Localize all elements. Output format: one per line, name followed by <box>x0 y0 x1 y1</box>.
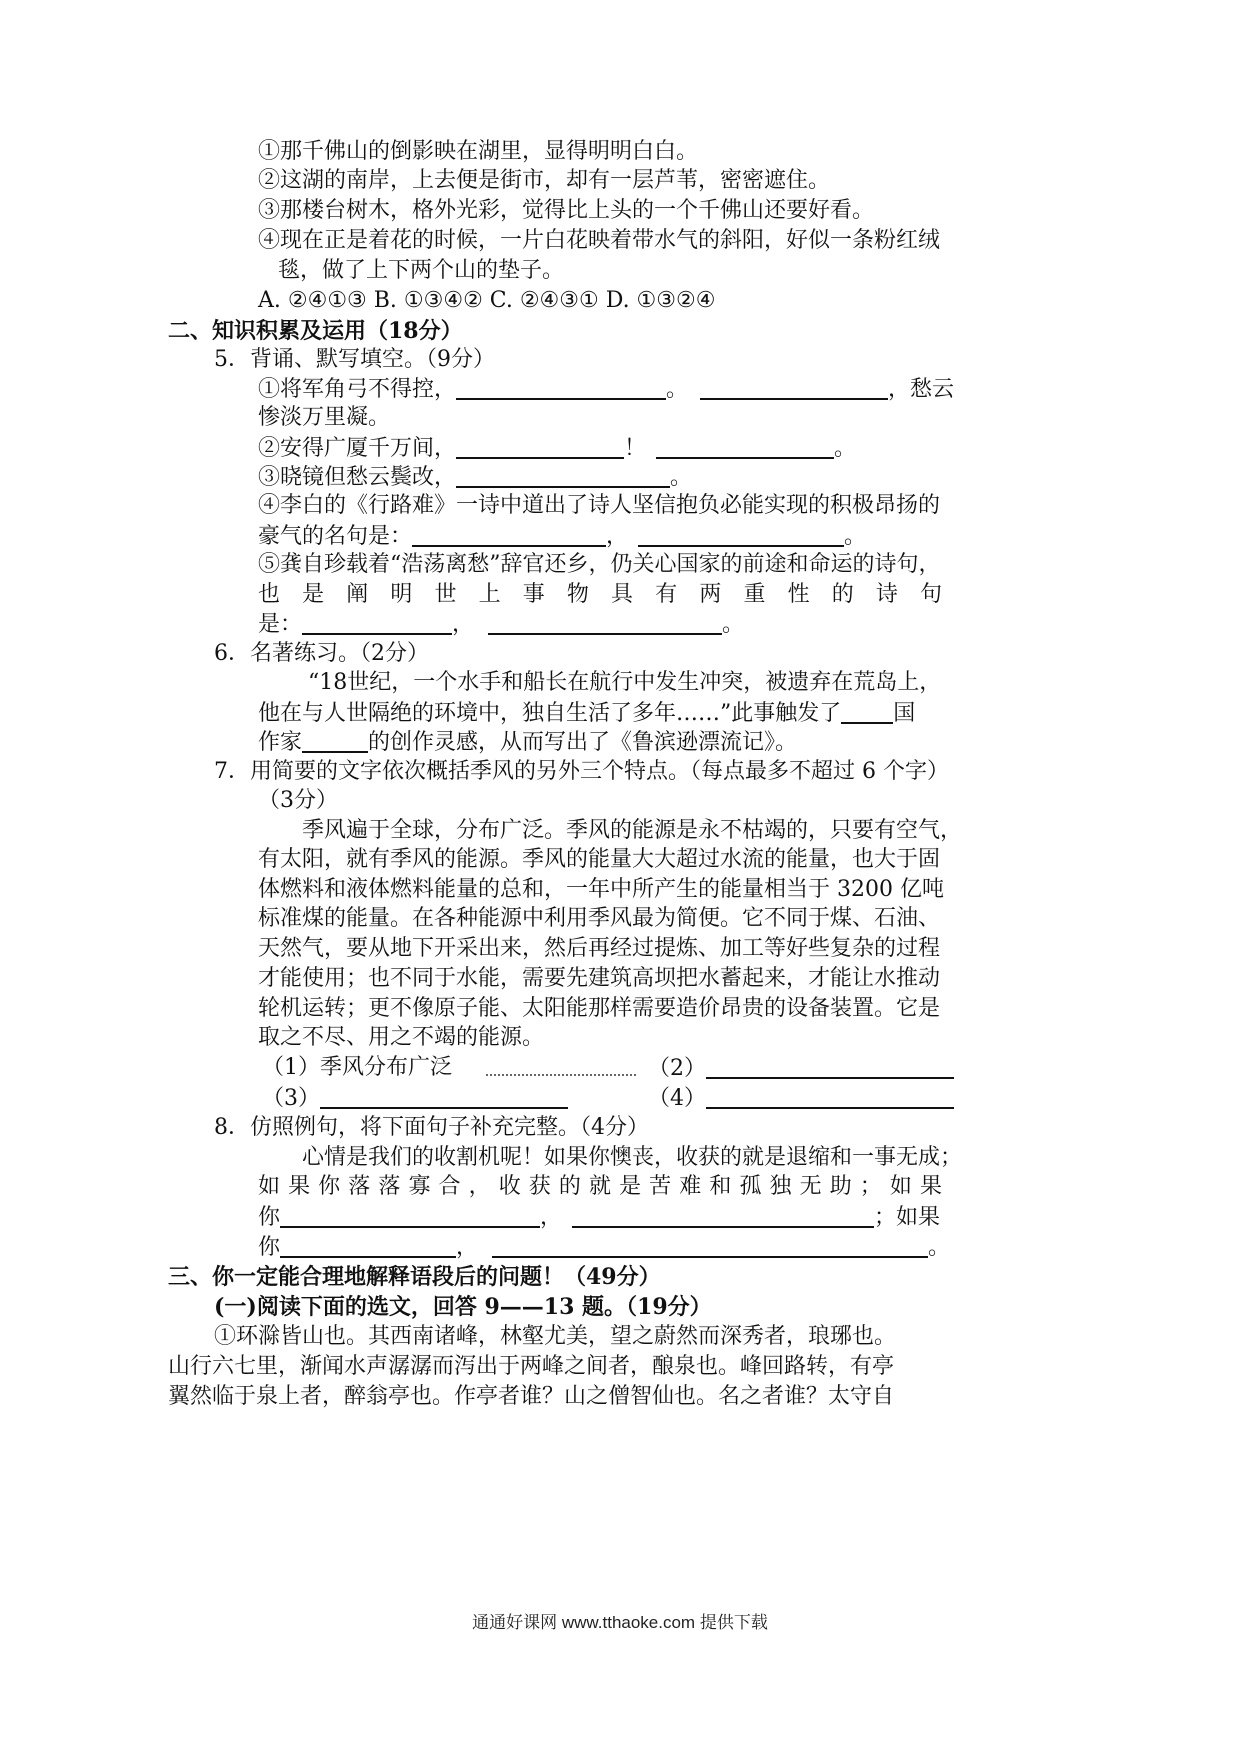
q8-l4a: 你 <box>258 1235 281 1260</box>
q7-score: （3分） <box>258 788 338 813</box>
q5-l4b: 。 <box>670 465 693 490</box>
q5-title: 5．背诵、默写填空。（9分） <box>214 347 495 372</box>
q5-l4a: ③晓镜但愁云鬓改， <box>258 465 457 490</box>
q5-l3c: 。 <box>834 436 857 461</box>
q5-line-9 <box>258 609 744 640</box>
answer-choices: A. ②④①③ B. ①③④② C. ②④③① D. ①③②④ <box>258 288 716 313</box>
blank-7-4[interactable] <box>706 1083 954 1109</box>
q8-l3c: ；如果 <box>874 1205 941 1230</box>
blank-8-1a[interactable] <box>280 1202 540 1228</box>
q6-line-2 <box>258 698 915 729</box>
q5-l9b: ， <box>452 612 475 637</box>
q5-line-8: 也是阐明世上事物具有两重性的诗句 <box>258 582 942 607</box>
blank-7-2[interactable] <box>706 1053 954 1079</box>
blank-5-4b[interactable] <box>638 521 844 547</box>
q7-para-6: 才能使用；也不同于水能，需要先建筑高坝把水蓄起来，才能让水推动 <box>258 966 941 991</box>
q8-line-4 <box>258 1232 950 1263</box>
q5-l6c: 。 <box>844 524 867 549</box>
q7-para-7: 轮机运转；更不像原子能、太阳能那样需要造价昂贵的设备装置。它是 <box>258 996 941 1021</box>
q7-a1-text: （1）季风分布广泛 <box>262 1055 452 1080</box>
section-3-subtitle: (一)阅读下面的选文，回答 9——13 题。（19分） <box>214 1294 712 1320</box>
q5-line-5: ④李白的《行路难》一诗中道出了诗人坚信抱负必能实现的积极昂扬的 <box>258 493 941 518</box>
q8-line-2: 如果你落落寡合，收获的就是苦难和孤独无助；如果 <box>258 1174 942 1199</box>
q7-title: 7．用简要的文字依次概括季风的另外三个特点。（每点最多不超过 6 个字） <box>214 759 949 784</box>
blank-6-author[interactable] <box>302 727 368 753</box>
q6-l3a: 作家 <box>258 730 303 755</box>
q6-line-1: “18世纪，一个水手和船长在航行中发生冲突，被遗弃在荒岛上， <box>308 670 942 695</box>
q5-l3b: ！ <box>624 436 647 461</box>
q8-l3b: ， <box>540 1205 563 1230</box>
q5-l1a: ①将军角弓不得控， <box>258 377 457 402</box>
q7-para-1: 季风遍于全球，分布广泛。季风的能源是永不枯竭的，只要有空气， <box>302 818 963 843</box>
q8-line-3 <box>258 1202 940 1233</box>
blank-5-4a[interactable] <box>412 521 606 547</box>
q6-line-3 <box>258 727 797 758</box>
blank-6-country[interactable] <box>841 698 893 724</box>
option-3: ③那楼台树木，格外光彩，觉得比上头的一个千佛山还要好看。 <box>258 198 875 223</box>
option-2: ②这湖的南岸，上去便是街市，却有一层芦苇，密密遮住。 <box>258 168 831 193</box>
q8-l4b: ， <box>456 1235 479 1260</box>
blank-5-2a[interactable] <box>456 433 624 459</box>
q5-l3a: ②安得广厦千万间， <box>258 436 457 461</box>
q8-title: 8．仿照例句，将下面句子补充完整。（4分） <box>214 1115 649 1140</box>
q7-a3-text: （3） <box>262 1086 320 1111</box>
q8-l3a: 你 <box>258 1205 281 1230</box>
q6-l2b: 国 <box>893 701 916 726</box>
blank-8-2a[interactable] <box>280 1232 456 1258</box>
passage-line-2: 山行六七里，渐闻水声潺潺而泻出于两峰之间者，酿泉也。峰回路转，有亭 <box>168 1354 895 1379</box>
option-4-cont: 毯，做了上下两个山的垫子。 <box>278 258 565 283</box>
blank-8-1b[interactable] <box>572 1202 874 1228</box>
blank-5-1a[interactable] <box>456 374 666 400</box>
blank-5-3[interactable] <box>456 462 670 488</box>
blank-7-3[interactable] <box>320 1083 568 1109</box>
q5-l6b: ， <box>606 524 629 549</box>
blank-5-5b[interactable] <box>488 609 722 635</box>
q5-l9a: 是： <box>258 612 303 637</box>
q5-line-4 <box>258 462 692 493</box>
q7-answer-2 <box>648 1053 954 1084</box>
q5-l1b: 。 <box>666 377 689 402</box>
q7-a4-text: （4） <box>648 1086 706 1111</box>
q6-title: 6．名著练习。（2分） <box>214 641 429 666</box>
dotted-blank-7-1 <box>486 1054 636 1076</box>
q7-a2-text: （2） <box>648 1056 706 1081</box>
option-4: ④现在正是着花的时候，一片白花映着带水气的斜阳，好似一条粉红绒 <box>258 228 941 253</box>
q5-line-7: ⑤龚自珍载着“浩荡离愁”辞官还乡，仍关心国家的前途和命运的诗句， <box>258 552 941 577</box>
option-1: ①那千佛山的倒影映在湖里，显得明明白白。 <box>258 139 699 164</box>
q7-para-4: 标准煤的能量。在各种能源中利用季风最为简便。它不同于煤、石油、 <box>258 906 941 931</box>
q8-line-1: 心情是我们的收割机呢！如果你懊丧，收获的就是退缩和一事无成； <box>302 1145 963 1170</box>
q7-answer-4 <box>648 1083 954 1114</box>
q7-para-5: 天然气，要从地下开采出来，然后再经过提炼、加工等好些复杂的过程 <box>258 936 941 961</box>
passage-line-3: 翼然临于泉上者，醉翁亭也。作亭者谁？山之僧智仙也。名之者谁？太守自 <box>168 1384 895 1409</box>
q7-para-8: 取之不尽、用之不竭的能源。 <box>258 1025 545 1050</box>
q5-line-2: 惨淡万里凝。 <box>258 405 391 430</box>
blank-5-5a[interactable] <box>302 609 452 635</box>
q5-line-3 <box>258 433 856 464</box>
blank-5-1b[interactable] <box>700 374 888 400</box>
q7-para-2: 有太阳，就有季风的能源。季风的能量大大超过水流的能量，也大于固 <box>258 847 941 872</box>
q7-para-3: 体燃料和液体燃料能量的总和，一年中所产生的能量相当于 3200 亿吨 <box>258 877 944 902</box>
passage-line-1: ①环滁皆山也。其西南诸峰，林壑尤美，望之蔚然而深秀者，琅琊也。 <box>214 1324 897 1349</box>
section-2-title: 二、知识积累及运用（18分） <box>168 318 463 344</box>
q5-line-6 <box>258 521 866 552</box>
section-3-title: 三、你一定能合理地解释语段后的问题！（49分） <box>168 1264 661 1290</box>
q7-answer-3 <box>262 1083 568 1114</box>
q5-l1c: ，愁云 <box>888 377 955 402</box>
q5-line-1 <box>258 374 954 405</box>
blank-8-2b[interactable] <box>492 1232 928 1258</box>
q5-l9c: 。 <box>722 612 745 637</box>
q8-l4c: 。 <box>928 1235 951 1260</box>
q7-answer-1 <box>262 1053 636 1083</box>
q5-l6a: 豪气的名句是： <box>258 524 413 549</box>
q6-l2a: 他在与人世隔绝的环境中，独自生活了多年……”此事触发了 <box>258 701 842 726</box>
blank-5-2b[interactable] <box>656 433 834 459</box>
q6-l3b: 的创作灵感，从而写出了《鲁滨逊漂流记》。 <box>368 730 798 755</box>
page-footer: 通通好课网 www.tthaoke.com 提供下载 <box>472 1613 768 1632</box>
